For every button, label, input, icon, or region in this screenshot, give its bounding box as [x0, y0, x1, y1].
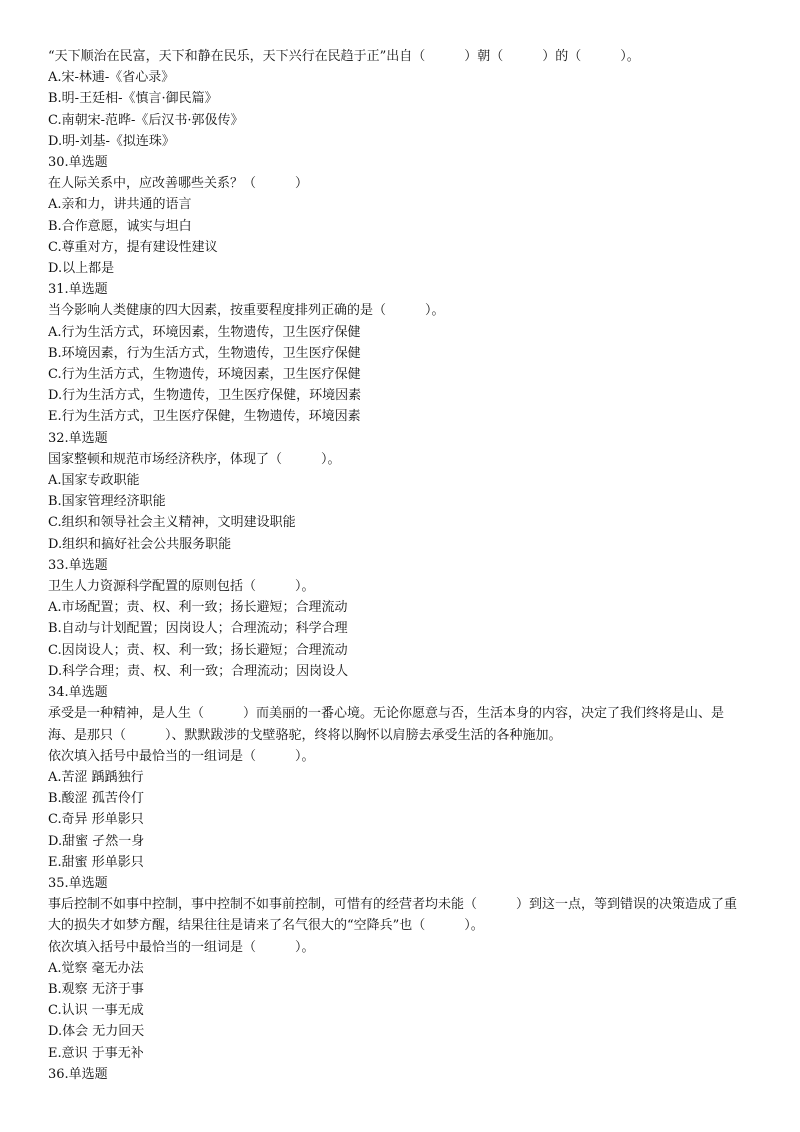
question-31-option-b: B.环境因素，行为生活方式，生物遗传，卫生医疗保健 — [48, 345, 361, 361]
question-35-option-a: A.觉察 毫无办法 — [48, 960, 144, 976]
question-29-option-c: C.南朝宋-范晔-《后汉书·郭伋传》 — [48, 112, 244, 128]
question-29-option-d: D.明-刘基-《拟连珠》 — [48, 133, 175, 149]
question-32-option-a: A.国家专政职能 — [48, 473, 140, 489]
question-30-stem: 在人际关系中，应改善哪些关系？（ ） — [48, 176, 309, 192]
question-33-number: 33.单选题 — [48, 557, 108, 573]
question-31-option-d: D.行为生活方式，生物遗传，卫生医疗保健，环境因素 — [48, 388, 362, 404]
question-35-option-e: E.意识 于事无补 — [48, 1045, 144, 1061]
question-34-option-c: C.奇异 形单影只 — [48, 812, 144, 828]
question-35-option-d: D.体会 无力回天 — [48, 1024, 145, 1040]
question-35-instruction: 依次填入括号中最恰当的一组词是（ ）。 — [48, 939, 315, 955]
question-34-instruction: 依次填入括号中最恰当的一组词是（ ）。 — [48, 748, 315, 764]
question-33-option-a: A.市场配置；责、权、利一致；扬长避短；合理流动 — [48, 600, 348, 616]
question-35-number: 35.单选题 — [48, 875, 108, 891]
question-36-number: 36.单选题 — [48, 1066, 108, 1082]
question-30-option-c: C.尊重对方，提有建设性建议 — [48, 239, 218, 255]
question-31-stem: 当今影响人类健康的四大因素，按重要程度排列正确的是（ ）。 — [48, 303, 445, 319]
question-29-stem: “天下顺治在民富，天下和静在民乐，天下兴行在民趋于正”出自（ ）朝（ ）的（ ）。 — [48, 49, 640, 64]
question-29-option-a: A.宋-林逋-《省心录》 — [48, 70, 175, 86]
question-32-stem: 国家整顿和规范市场经济秩序，体现了（ ）。 — [48, 451, 341, 467]
question-33-option-c: C.因岗设人；责、权、利一致；扬长避短；合理流动 — [48, 642, 348, 658]
question-34-number: 34.单选题 — [48, 685, 108, 701]
question-33-stem: 卫生人力资源科学配置的原则包括（ ）。 — [48, 579, 315, 595]
question-35-stem: 事后控制不如事中控制，事中控制不如事前控制，可惜有的经营者均未能（ ）到这一点，等到错误的决策造成了重大的损失才如梦方醒，结果往往是请来了名气很大的“空降兵”也（ ）。 — [48, 897, 738, 934]
question-page — [48, 46, 748, 1085]
question-34-option-b: B.酸涩 孤苦伶仃 — [48, 791, 144, 807]
question-30-option-a: A.亲和力，讲共通的语言 — [48, 197, 192, 213]
question-33-option-d: D.科学合理；责、权、利一致；合理流动；因岗设人 — [48, 663, 349, 679]
question-30-number: 30.单选题 — [48, 155, 108, 171]
question-32-number: 32.单选题 — [48, 430, 108, 446]
question-32-option-d: D.组织和搞好社会公共服务职能 — [48, 536, 232, 552]
question-31-option-e: E.行为生活方式，卫生医疗保健，生物遗传，环境因素 — [48, 409, 361, 425]
question-35-option-b: B.观察 无济于事 — [48, 981, 144, 997]
question-31-number: 31.单选题 — [48, 282, 108, 298]
question-32-option-c: C.组织和领导社会主义精神，文明建设职能 — [48, 515, 296, 531]
question-34-option-d: D.甜蜜 孑然一身 — [48, 833, 145, 849]
question-34-option-a: A.苦涩 踽踽独行 — [48, 769, 144, 785]
question-33-option-b: B.自动与计划配置；因岗设人；合理流动；科学合理 — [48, 621, 348, 637]
question-34-stem: 承受是一种精神，是人生（ ）而美丽的一番心境。无论你愿意与否，生活本身的内容，决定了我们终将是山、是海、是那只（ ）、默默跋涉的戈壁骆驼，终将以胸怀以肩膀去承受生活的各种施加。 — [48, 706, 725, 743]
question-31-option-a: A.行为生活方式，环境因素，生物遗传，卫生医疗保健 — [48, 324, 361, 340]
question-32-option-b: B.国家管理经济职能 — [48, 494, 166, 510]
question-29-option-b: B.明-王廷相-《慎言·御民篇》 — [48, 91, 218, 107]
question-35-option-c: C.认识 一事无成 — [48, 1003, 144, 1019]
question-30-option-d: D.以上都是 — [48, 261, 115, 277]
question-31-option-c: C.行为生活方式，生物遗传，环境因素，卫生医疗保健 — [48, 367, 361, 383]
question-34-option-e: E.甜蜜 形单影只 — [48, 854, 144, 870]
question-30-option-b: B.合作意愿，诚实与坦白 — [48, 218, 192, 234]
